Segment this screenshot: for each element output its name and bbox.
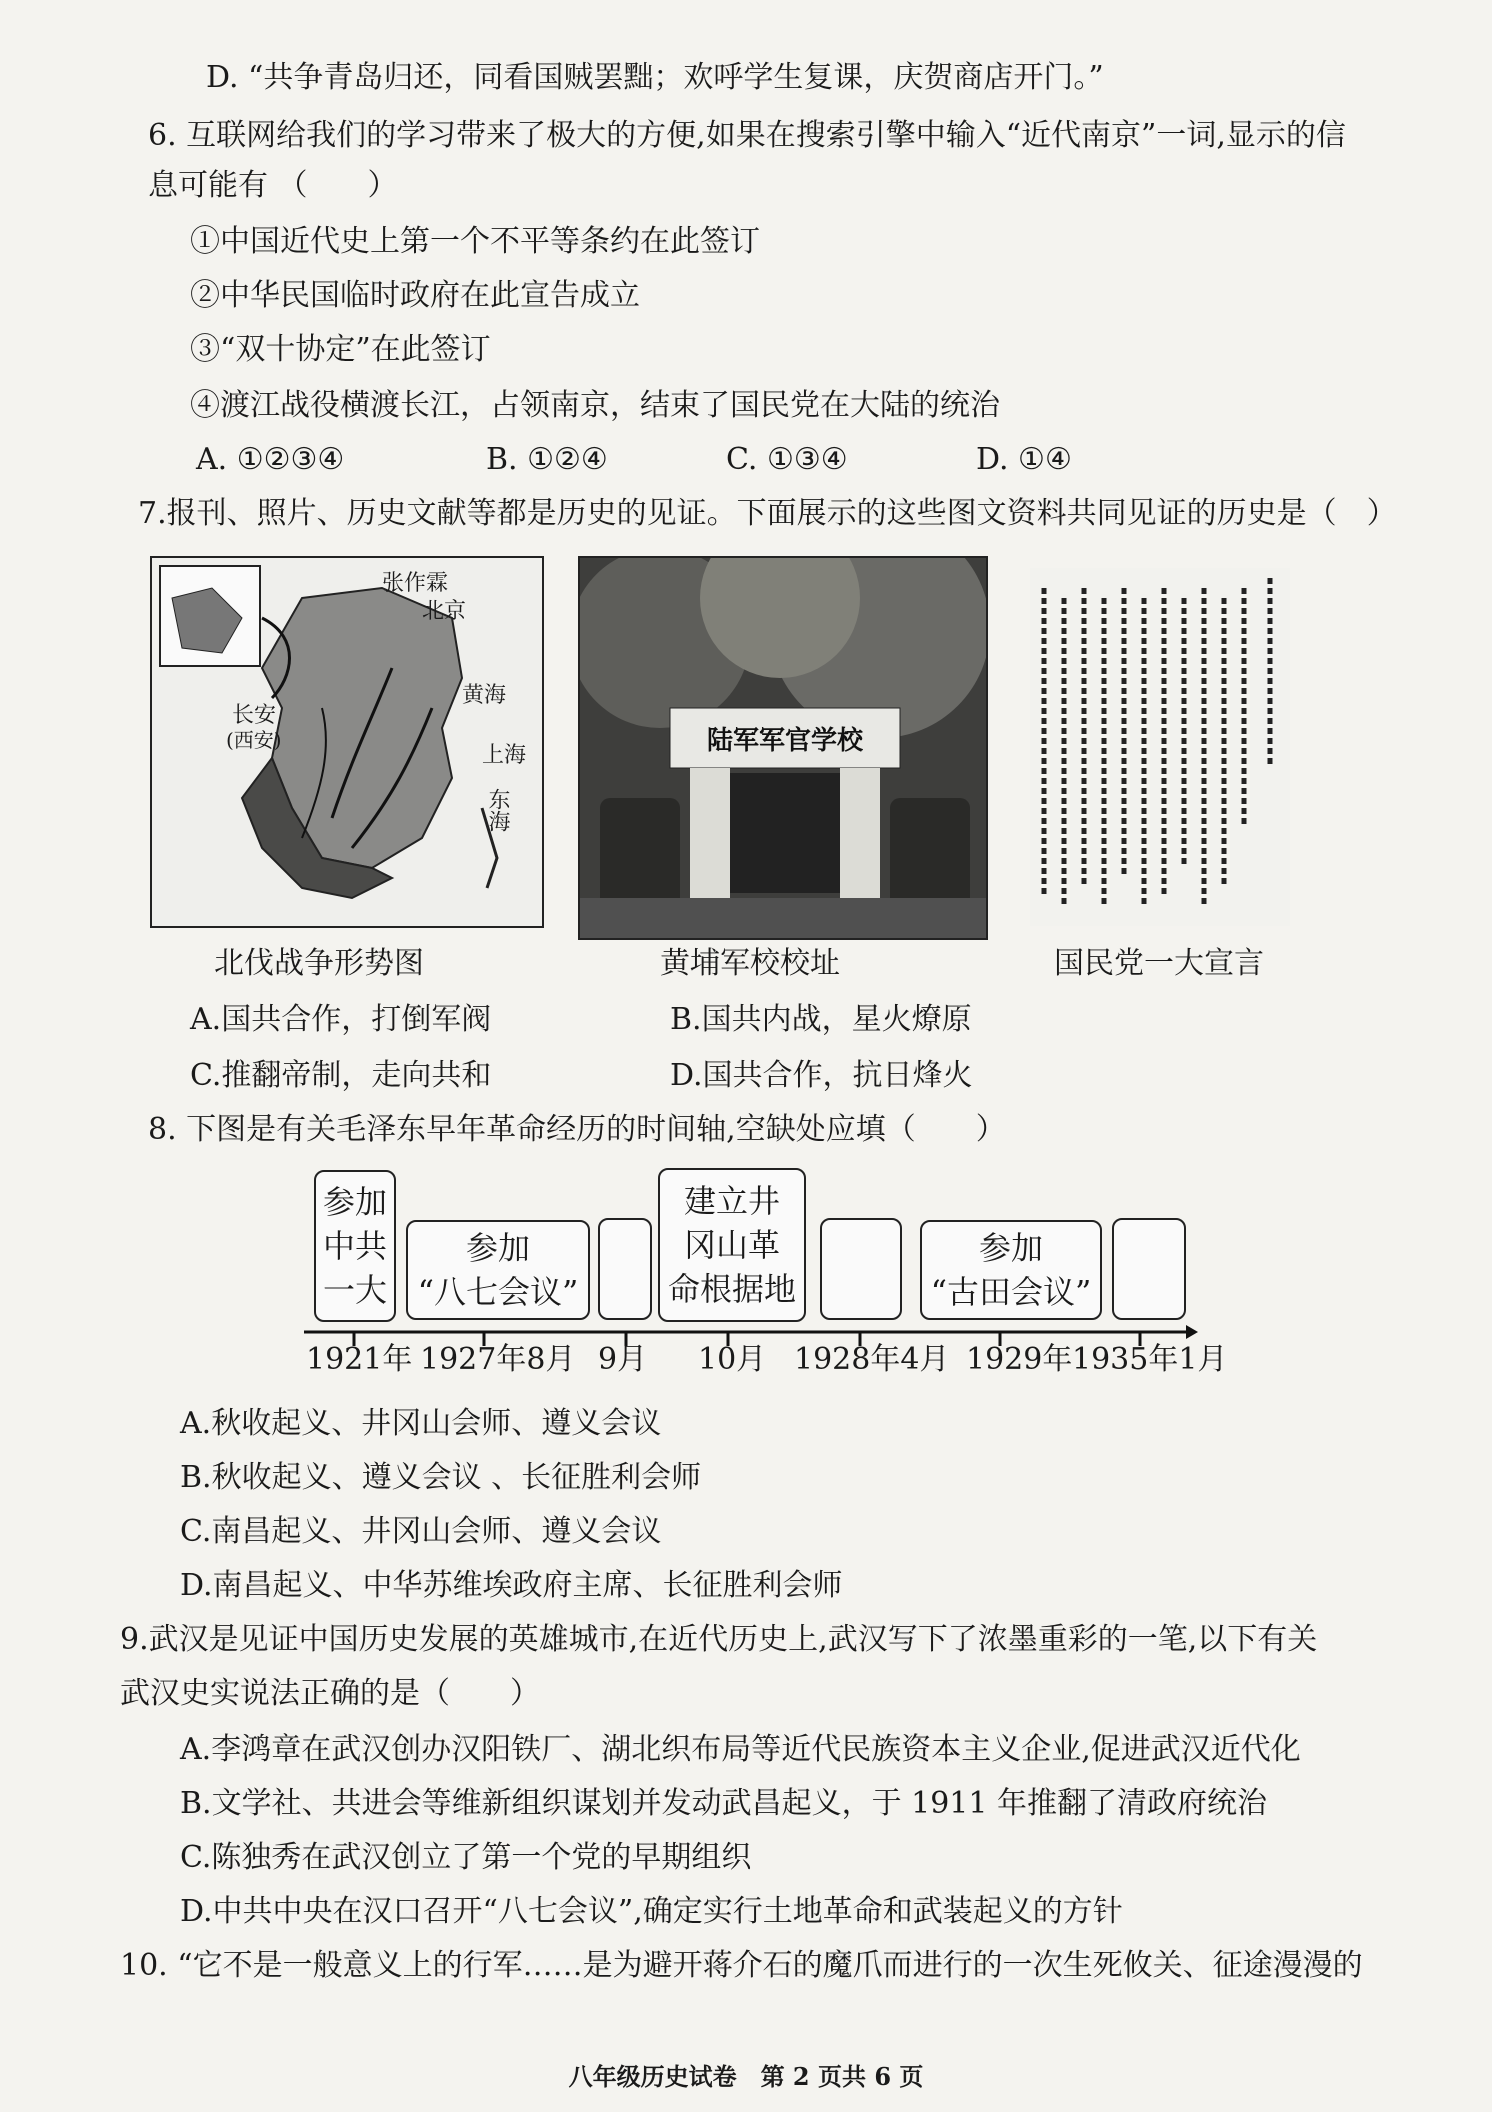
timeline-box-text: “古田会议” (930, 1273, 1092, 1311)
q9-stem-line1: 9.武汉是见证中国历史发展的英雄城市,在近代历史上,武汉写下了浓墨重彩的一笔,以下有关 (120, 1622, 1318, 1657)
q9-stem-line2: 武汉史实说法正确的是（ ） (120, 1676, 540, 1711)
timeline-box-1929 (920, 1220, 1102, 1320)
q7-option-a: A.国共合作，打倒军阀 (190, 1002, 492, 1037)
q9-option-b: B.文学社、共进会等维新组织谋划并发动武昌起义，于 1911 年推翻了清政府统治 (180, 1786, 1268, 1821)
q8-option-d: D.南昌起义、中华苏维埃政府主席、长征胜利会师 (180, 1568, 843, 1603)
q7-option-b: B.国共内战，星火燎原 (670, 1002, 972, 1037)
q6-statement-2: ②中华民国临时政府在此宣告成立 (190, 278, 640, 313)
timeline-box-text: 一大 (322, 1271, 387, 1309)
manifesto-graphic (1030, 568, 1290, 926)
q5-option-d: D. “共争青岛归还，同看国贼罢黜；欢呼学生复课，庆贺商店开门。” (206, 60, 1104, 95)
timeline-blank-sep (598, 1218, 652, 1320)
gate-sign: 陆军军官学校 (706, 726, 863, 756)
map-label-xian: (西安) (226, 728, 282, 752)
q6-options (0, 440, 1492, 484)
q6-statement-4: ④渡江战役横渡长江，占领南京，结束了国民党在大陆的统治 (190, 388, 1000, 423)
q9-option-c: C.陈独秀在武汉创立了第一个党的早期组织 (180, 1840, 752, 1875)
q9-option-d: D.中共中央在汉口召开“八七会议”,确定实行土地革命和武装起义的方针 (180, 1894, 1123, 1929)
timeline-box-text: 参加 (978, 1229, 1043, 1267)
caption-whampoa: 黄埔军校校址 (660, 946, 840, 981)
caption-manifesto: 国民党一大宣言 (1054, 946, 1264, 981)
timeline-box-text: 冈山革 (683, 1226, 780, 1264)
q6-option-a: A. ①②③④ (196, 442, 345, 477)
timeline-box-text: 命根据地 (667, 1270, 796, 1308)
timeline-label-1929: 1929年 (966, 1342, 1073, 1377)
map-label-yellow-sea: 黄海 (462, 683, 507, 708)
timeline-label-sep: 9月 (598, 1342, 648, 1377)
q7-stem: 7.报刊、照片、历史文献等都是历史的见证。下面展示的这些图文资料共同见证的历史是（ ） (138, 496, 1397, 531)
caption-map: 北伐战争形势图 (214, 946, 424, 981)
q6-stem-line1: 6. 互联网给我们的学习带来了极大的方便,如果在搜索引擎中输入“近代南京”一词,显示的信 (148, 118, 1346, 153)
q6-stem-line2: 息可能有 （ ） (148, 168, 398, 203)
q10-stem: 10. “它不是一般意义上的行军……是为避开蒋介石的魔爪而进行的一次生死攸关、征途漫漫的 (120, 1948, 1363, 1983)
timeline-blank-1935 (1112, 1218, 1186, 1320)
map-label-changan: 长安 (232, 703, 277, 728)
timeline-box-1927-aug (406, 1220, 590, 1320)
map-label-east-sea: 东海 (485, 788, 510, 832)
q8-option-a: A.秋收起义、井冈山会师、遵义会议 (180, 1406, 662, 1441)
northern-expedition-map (150, 556, 544, 928)
q6-statement-1: ①中国近代史上第一个不平等条约在此签订 (190, 224, 760, 259)
timeline-box-text: 建立井 (683, 1182, 780, 1220)
map-label-shanghai: 上海 (482, 743, 527, 768)
timeline-box-text: “八七会议” (417, 1273, 579, 1311)
timeline-label-1935: 1935年1月 (1072, 1342, 1228, 1377)
q7-option-d: D.国共合作，抗日烽火 (670, 1058, 973, 1093)
q6-option-c: C. ①③④ (726, 442, 848, 477)
q6-option-d: D. ①④ (976, 442, 1072, 477)
q8-option-b: B.秋收起义、遵义会议 、长征胜利会师 (180, 1460, 702, 1495)
map-label-zhang: 张作霖 (382, 571, 449, 596)
timeline-label-oct: 10月 (698, 1342, 767, 1377)
timeline-label-1928-apr: 1928年4月 (794, 1342, 950, 1377)
q8-stem: 8. 下图是有关毛泽东早年革命经历的时间轴,空缺处应填（ ） (148, 1112, 1006, 1147)
timeline-label-1921: 1921年 (306, 1342, 413, 1377)
page-footer: 八年级历史试卷 第 2 页共 6 页 (568, 2062, 924, 2091)
map-label-beijing: 北京 (422, 599, 467, 624)
q6-statement-3: ③“双十协定”在此签订 (190, 332, 491, 367)
q6-option-b: B. ①②④ (486, 442, 608, 477)
timeline-box-text: 参加 (465, 1229, 530, 1267)
timeline-blank-1928 (820, 1218, 902, 1320)
timeline-box-text: 中共 (322, 1227, 387, 1265)
q9-option-a: A.李鸿章在武汉创办汉阳铁厂、湖北织布局等近代民族资本主义企业,促进武汉近代化 (180, 1732, 1301, 1767)
q7-option-c: C.推翻帝制，走向共和 (190, 1058, 492, 1093)
timeline-box-1921 (314, 1170, 396, 1322)
timeline-box-oct (658, 1168, 806, 1322)
timeline-box-text: 参加 (322, 1183, 387, 1221)
q8-option-c: C.南昌起义、井冈山会师、遵义会议 (180, 1514, 662, 1549)
whampoa-gate-photo (578, 556, 988, 940)
kmt-manifesto-document (1030, 568, 1290, 926)
timeline-label-1927-aug: 1927年8月 (420, 1342, 576, 1377)
